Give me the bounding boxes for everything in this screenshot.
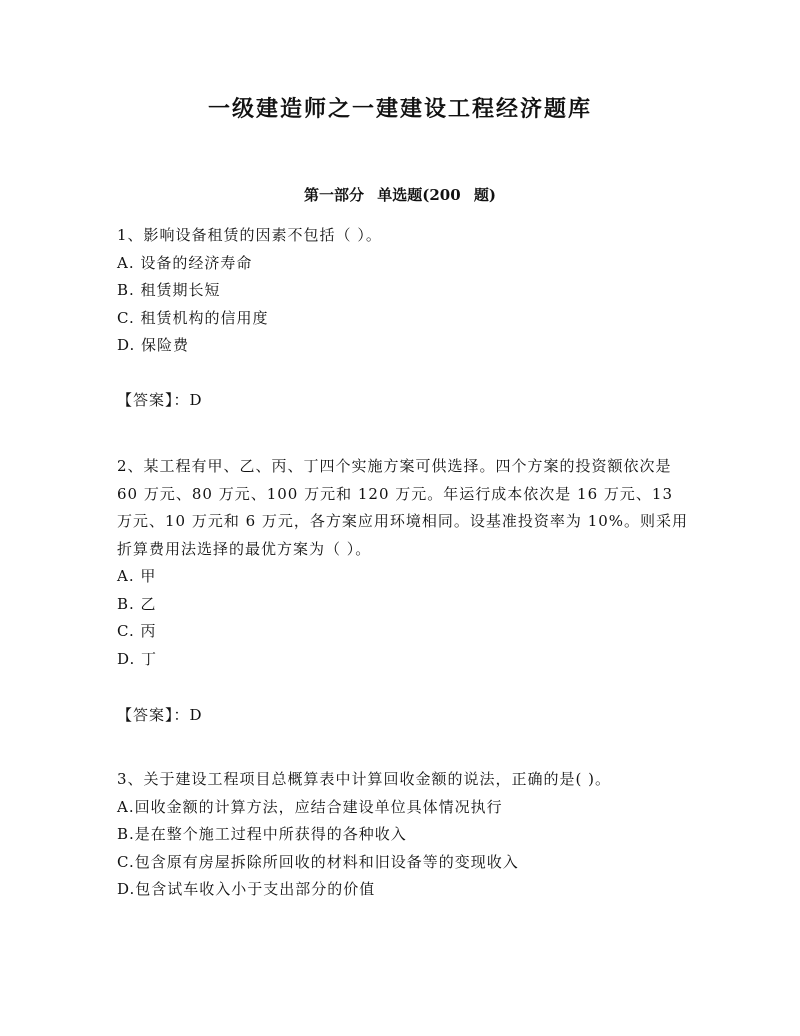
option-d: D. 丁 bbox=[117, 649, 158, 668]
option-b: B. 乙 bbox=[117, 594, 157, 613]
option-b: B. 租赁期长短 bbox=[117, 281, 221, 299]
question-stem: 2、某工程有甲、乙、丙、丁四个实施方案可供选择。四个方案的投资额依次是 60 万元、80 万元、100 万元和 120 万元。年运行成本依次是 16 万元、13 万元、10 万元和 6 万元，各方案应用环境相同。设基准投资率为 10%。则采用折算费用法选择的最优方案为（ ）。 bbox=[117, 457, 689, 558]
option-d: D.包含试车收入小于支出部分的价值 bbox=[117, 880, 376, 898]
option-a: A.回收金额的计算方法，应结合建设单位具体情况执行 bbox=[117, 797, 503, 816]
answer-2: 【答案】：D bbox=[117, 706, 203, 724]
option-a: A. 设备的经济寿命 bbox=[117, 253, 253, 272]
option-c: C. 租赁机构的信用度 bbox=[117, 308, 269, 327]
option-c: C.包含原有房屋拆除所回收的材料和旧设备等的变现收入 bbox=[117, 852, 519, 871]
document-title: 一级建造师之一建建设工程经济题库 bbox=[207, 96, 592, 122]
question-stem: 1、影响设备租赁的因素不包括（ ）。 bbox=[117, 226, 382, 244]
question-3 bbox=[117, 766, 692, 904]
question-2 bbox=[117, 453, 692, 673]
option-b: B.是在整个施工过程中所获得的各种收入 bbox=[117, 825, 407, 843]
question-1 bbox=[117, 222, 692, 360]
section-title: 第一部分 单选题(200 题) bbox=[304, 186, 496, 204]
question-stem: 3、关于建设工程项目总概算表中计算回收金额的说法，正确的是( )。 bbox=[117, 770, 612, 788]
option-c: C. 丙 bbox=[117, 622, 157, 640]
option-a: A. 甲 bbox=[117, 567, 157, 585]
answer-1: 【答案】：D bbox=[117, 391, 203, 409]
option-d: D. 保险费 bbox=[117, 336, 190, 354]
